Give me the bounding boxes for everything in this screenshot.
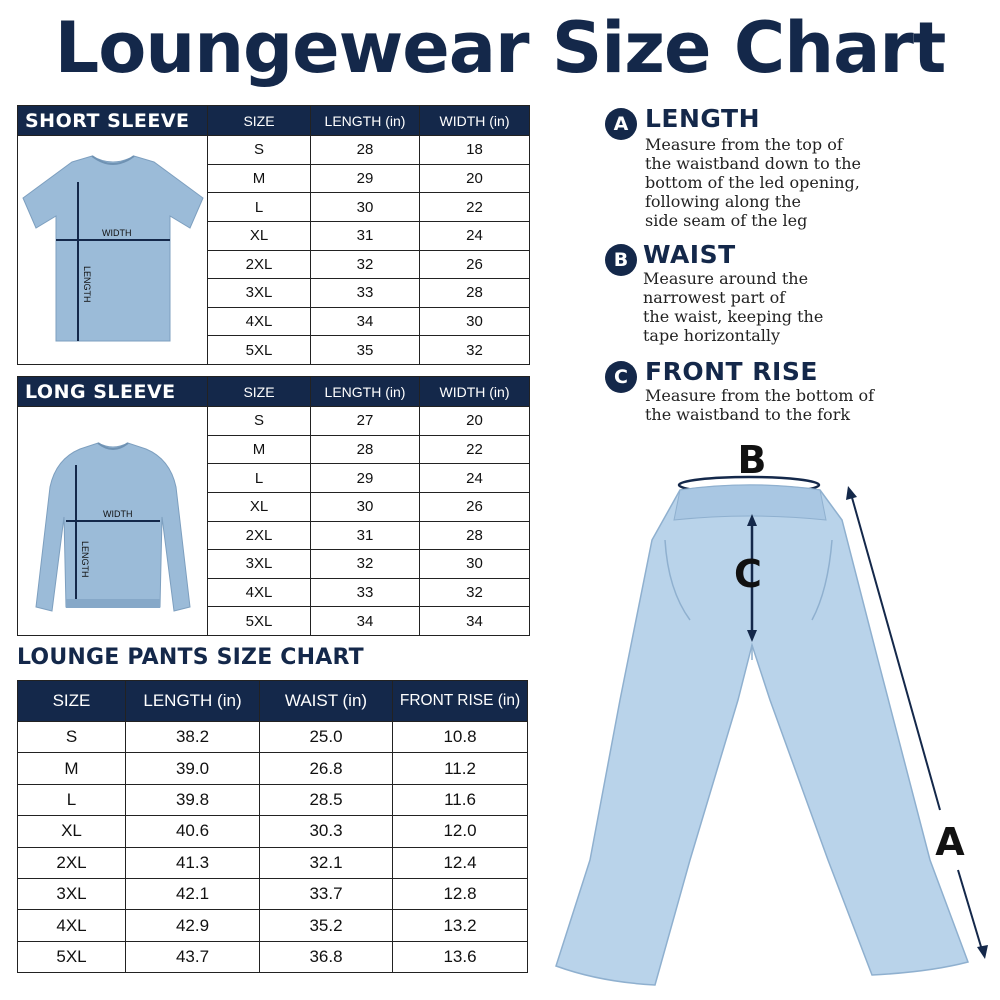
cell-waist: 28.5 — [260, 784, 393, 815]
cell-length: 40.6 — [126, 816, 260, 847]
cell-waist: 26.8 — [260, 753, 393, 784]
table-row — [18, 407, 530, 436]
cell-length: 30 — [311, 492, 420, 521]
table-row — [18, 753, 528, 784]
cell-length: 32 — [311, 250, 420, 279]
sweatshirt-width-label: WIDTH — [102, 509, 132, 519]
long-sleeve-section — [17, 376, 529, 636]
cell-width: 30 — [420, 550, 530, 579]
cell-waist: 33.7 — [260, 878, 393, 909]
pants-waistband — [674, 485, 826, 520]
cell-length: 33 — [311, 578, 420, 607]
cell-size: 2XL — [18, 847, 126, 878]
cell-waist: 36.8 — [260, 941, 393, 972]
cell-size: 5XL — [18, 941, 126, 972]
pants-table — [17, 680, 528, 973]
short-sleeve-title: SHORT SLEEVE — [18, 106, 208, 136]
cell-length: 39.0 — [126, 753, 260, 784]
cell-size: 2XL — [208, 521, 311, 550]
cell-front-rise: 12.8 — [393, 878, 528, 909]
measurement-text: following along the — [645, 192, 801, 211]
pants-body — [556, 485, 968, 985]
cell-width: 22 — [420, 435, 530, 464]
cell-size: 3XL — [18, 878, 126, 909]
cell-length: 35 — [311, 336, 420, 365]
short-sleeve-section — [17, 105, 529, 365]
cell-size: M — [208, 435, 311, 464]
cell-size: L — [208, 464, 311, 493]
cell-size: 5XL — [208, 336, 311, 365]
badge-c: C — [605, 361, 637, 393]
cell-length: 28 — [311, 435, 420, 464]
page-title: Loungewear Size Chart — [54, 7, 946, 89]
table-row — [18, 784, 528, 815]
table-row — [18, 722, 528, 753]
pants-label-b: B — [737, 440, 767, 482]
cell-width: 28 — [420, 521, 530, 550]
cell-length: 34 — [311, 307, 420, 336]
col-header-size: SIZE — [18, 681, 126, 722]
measurement-title: FRONT RISE — [645, 357, 818, 386]
cell-length: 27 — [311, 407, 420, 436]
cell-width: 30 — [420, 307, 530, 336]
sweatshirt-illustration — [20, 407, 206, 631]
cell-width: 34 — [420, 607, 530, 636]
cell-length: 38.2 — [126, 722, 260, 753]
cell-size: S — [18, 722, 126, 753]
col-header-front-rise: FRONT RISE (in) — [393, 681, 528, 722]
cell-front-rise: 10.8 — [393, 722, 528, 753]
col-header-length: LENGTH (in) — [126, 681, 260, 722]
measurement-title: WAIST — [643, 240, 736, 269]
table-row — [18, 136, 530, 165]
table-row — [18, 910, 528, 941]
tshirt-width-label: WIDTH — [101, 228, 131, 238]
col-header-size: SIZE — [208, 106, 311, 136]
cell-size: 5XL — [208, 607, 311, 636]
cell-width: 28 — [420, 279, 530, 308]
cell-length: 30 — [311, 193, 420, 222]
cell-front-rise: 12.4 — [393, 847, 528, 878]
tshirt-length-label: LENGTH — [81, 266, 92, 303]
cell-size: 3XL — [208, 279, 311, 308]
tshirt-illustration-cell — [18, 136, 208, 365]
cell-width: 24 — [420, 464, 530, 493]
cell-width: 18 — [420, 136, 530, 165]
table-row — [18, 941, 528, 972]
measurement-text: the waistband to the fork — [645, 405, 851, 424]
measurement-text: side seam of the leg — [645, 211, 808, 230]
cell-size: 4XL — [208, 307, 311, 336]
cell-size: 4XL — [208, 578, 311, 607]
cell-length: 31 — [311, 521, 420, 550]
cell-size: S — [208, 136, 311, 165]
pants-label-a: A — [935, 820, 965, 864]
col-header-waist: WAIST (in) — [260, 681, 393, 722]
long-sleeve-table — [17, 376, 530, 636]
measurement-text: the waistband down to the — [645, 154, 862, 173]
cell-length: 42.9 — [126, 910, 260, 941]
cell-length: 39.8 — [126, 784, 260, 815]
cell-front-rise: 11.6 — [393, 784, 528, 815]
cell-waist: 30.3 — [260, 816, 393, 847]
measurement-text: bottom of the led opening, — [645, 173, 860, 192]
table-row — [18, 878, 528, 909]
cell-length: 42.1 — [126, 878, 260, 909]
measurement-text: Measure around the — [643, 269, 809, 288]
measurement-title: LENGTH — [645, 104, 760, 133]
cell-length: 29 — [311, 464, 420, 493]
cell-waist: 35.2 — [260, 910, 393, 941]
measurement-text: Measure from the bottom of — [645, 386, 875, 405]
cell-width: 26 — [420, 492, 530, 521]
cell-size: S — [208, 407, 311, 436]
length-arrow-bottom — [958, 870, 982, 950]
col-header-length: LENGTH (in) — [311, 377, 420, 407]
col-header-width: WIDTH (in) — [420, 106, 530, 136]
pants-illustration — [540, 440, 1000, 1000]
cell-length: 34 — [311, 607, 420, 636]
cell-size: 2XL — [208, 250, 311, 279]
cell-width: 20 — [420, 164, 530, 193]
sweatshirt-length-label: LENGTH — [79, 541, 90, 578]
cell-length: 43.7 — [126, 941, 260, 972]
cell-width: 22 — [420, 193, 530, 222]
measurement-text: tape horizontally — [643, 326, 781, 345]
cell-length: 28 — [311, 136, 420, 165]
cell-width: 32 — [420, 336, 530, 365]
pants-section — [17, 680, 527, 973]
badge-a: A — [605, 108, 637, 140]
measurement-text: Measure from the top of — [645, 135, 843, 154]
cell-length: 31 — [311, 221, 420, 250]
col-header-length: LENGTH (in) — [311, 106, 420, 136]
cell-waist: 32.1 — [260, 847, 393, 878]
cell-width: 32 — [420, 578, 530, 607]
table-row — [18, 816, 528, 847]
cell-size: XL — [18, 816, 126, 847]
cell-size: L — [18, 784, 126, 815]
badge-b: B — [605, 244, 637, 276]
cell-size: XL — [208, 492, 311, 521]
sweatshirt-illustration-cell — [18, 407, 208, 636]
col-header-size: SIZE — [208, 377, 311, 407]
cell-front-rise: 11.2 — [393, 753, 528, 784]
cell-front-rise: 12.0 — [393, 816, 528, 847]
pants-label-c: C — [734, 552, 762, 596]
cell-size: M — [18, 753, 126, 784]
long-sleeve-title: LONG SLEEVE — [18, 377, 208, 407]
cell-size: L — [208, 193, 311, 222]
table-row — [18, 847, 528, 878]
cell-size: 3XL — [208, 550, 311, 579]
cell-width: 24 — [420, 221, 530, 250]
col-header-width: WIDTH (in) — [420, 377, 530, 407]
tshirt-illustration — [20, 136, 206, 360]
cell-width: 26 — [420, 250, 530, 279]
cell-waist: 25.0 — [260, 722, 393, 753]
cell-length: 33 — [311, 279, 420, 308]
cell-width: 20 — [420, 407, 530, 436]
measurement-text: the waist, keeping the — [643, 307, 824, 326]
measurement-text: narrowest part of — [643, 288, 786, 307]
cell-size: XL — [208, 221, 311, 250]
cell-length: 29 — [311, 164, 420, 193]
cell-front-rise: 13.6 — [393, 941, 528, 972]
cell-length: 41.3 — [126, 847, 260, 878]
pants-chart-title: LOUNGE PANTS SIZE CHART — [17, 645, 364, 670]
cell-size: M — [208, 164, 311, 193]
short-sleeve-table — [17, 105, 530, 365]
cell-front-rise: 13.2 — [393, 910, 528, 941]
cell-length: 32 — [311, 550, 420, 579]
cell-size: 4XL — [18, 910, 126, 941]
